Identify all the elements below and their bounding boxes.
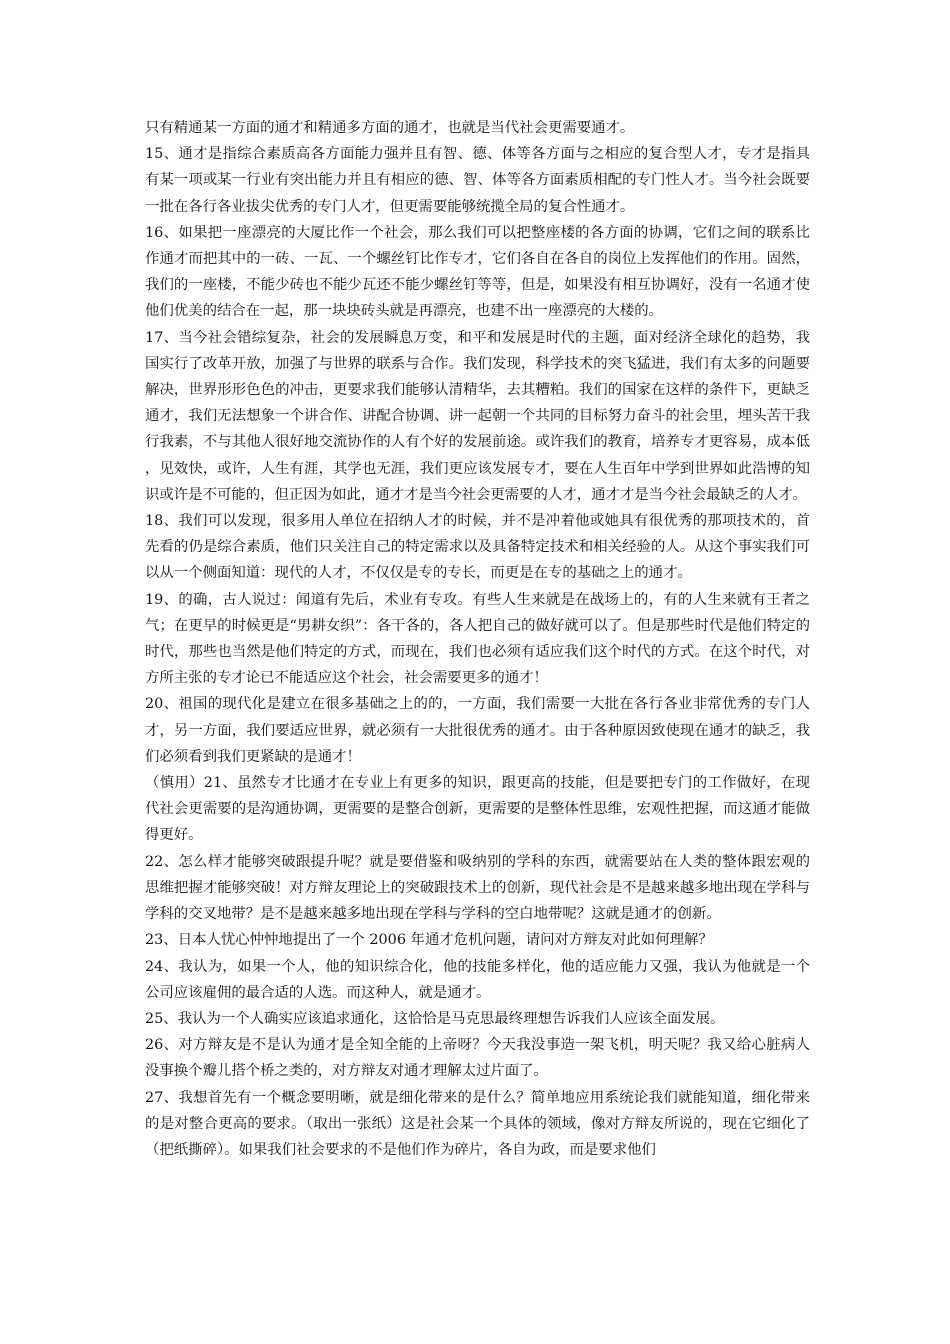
paragraph-17: 17、当今社会错综复杂，社会的发展瞬息万变，和平和发展是时代的主题，面对经济全球化的趋势，我国实行了改革开放，加强了与世界的联系与合作。我们发现，科学技术的突飞猛进，我们有太多的问题要解决，世界形形色色的冲击，更要求我们能够认清精华，去其糟粕。我们的国家在这样的条件下，更缺乏通才，我们无法想象一个讲合作、讲配合协调、讲一起朝一个共同的目标努力奋斗的社会里，埋头苦干我行我素，不与其他人很好地交流协作的人有个好的发展前途。或许我们的教育，培养专才更容易，成本低，见效快，或许，人生有涯，其学也无涯，我们更应该发展专才，要在人生百年中学到世界如此浩博的知识或许是不可能的，但正因为如此，通才才是当今社会更需要的人才，通才才是当今社会最缺乏的人才。 xyxy=(145,329,810,503)
paragraph-18: 18、我们可以发现，很多用人单位在招纳人才的时候，并不是冲着他或她具有很优秀的那项技术的，首先看的仍是综合素质，他们只关注自己的特定需求以及具备特定技术和相关经验的人。从这个事实我们可以从一个侧面知道：现代的人才，不仅仅是专的专长，而更是在专的基础之上的通才。 xyxy=(145,513,810,582)
paragraph-20: 20、祖国的现代化是建立在很多基础之上的的，一方面，我们需要一大批在各行各业非常优秀的专门人才，另一方面，我们要适应世界，就必须有一大批很优秀的通才。由于各种原因致使现在通才的缺乏，我们必须看到我们更紧缺的是通才！ xyxy=(145,696,810,765)
paragraph-23: 23、日本人忧心忡忡地提出了一个 2006 年通才危机问题，请问对方辩友对此如何理解？ xyxy=(145,932,713,949)
paragraph-21: （慎用）21、虽然专才比通才在专业上有更多的知识，跟更高的技能，但是要把专门的工作做好，在现代社会更需要的是沟通协调，更需要的是整合创新，更需要的是整体性思维，宏观性把握，而这通才能做得更好。 xyxy=(145,775,810,844)
paragraph-26: 26、对方辩友是不是认为通才是全知全能的上帝呀？今天我没事造一架飞机，明天呢？我又给心脏病人没事换个瓣儿搭个桥之类的，对方辩友对通才理解太过片面了。 xyxy=(145,1037,810,1080)
paragraph-16: 16、如果把一座漂亮的大厦比作一个社会，那么我们可以把整座楼的各方面的协调，它们之间的联系比作通才而把其中的一砖、一瓦、一个螺丝钉比作专才，它们各自在各自的岗位上发挥他们的作用。固然，我们的一座楼，不能少砖也不能少瓦还不能少螺丝钉等等，但是，如果没有相互协调好，没有一名通才使他们优美的结合在一起，那一块块砖头就是再漂亮，也建不出一座漂亮的大楼的。 xyxy=(145,224,810,320)
paragraph-25: 25、我认为一个人确实应该追求通化，这恰恰是马克思最终理想告诉我们人应该全面发展。 xyxy=(145,1010,725,1027)
paragraph-27: 27、我想首先有一个概念要明晰，就是细化带来的是什么？简单地应用系统论我们就能知道，细化带来的是对整合更高的要求。（取出一张纸）这是社会某一个具体的领域，像对方辩友所说的，现在它细化了（把纸撕碎）。如果我们社会要求的不是他们作为碎片，各自为政，而是要求他们 xyxy=(145,1089,810,1158)
paragraph-24: 24、我认为，如果一个人，他的知识综合化，他的技能多样化，他的适应能力又强，我认为他就是一个公司应该雇佣的最合适的人选。而这种人，就是通才。 xyxy=(145,958,810,1001)
paragraph-19: 19、的确，古人说过：闻道有先后，术业有专攻。有些人生来就是在战场上的，有的人生来就有王者之气；在更早的时候更是“男耕女织”：各干各的，各人把自己的做好就可以了。但是那些时代是他们特定的时代，那些也当然是他们特定的方式，而现在，我们也必须有适应我们这个时代的方式。在这个时代，对方所主张的专才论已不能适应这个社会，社会需要更多的通才！ xyxy=(145,591,810,687)
document-body xyxy=(145,115,810,1163)
paragraph-22: 22、怎么样才能够突破跟提升呢？就是要借鉴和吸纳别的学科的东西，就需要站在人类的整体跟宏观的思维把握才能够突破！对方辩友理论上的突破跟技术上的创新，现代社会是不是越来越多地出现在学科与学科的交叉地带？是不是越来越多地出现在学科与学科的空白地带呢？这就是通才的创新。 xyxy=(145,853,810,923)
paragraph-continuation: 只有精通某一方面的通才和精通多方面的通才，也就是当代社会更需要通才。 xyxy=(145,120,635,136)
paragraph-15: 15、通才是指综合素质高各方面能力强并且有智、德、体等各方面与之相应的复合型人才，专才是指具有某一项或某一行业有突出能力并且有相应的德、智、体等各方面素质相配的专门性人才。当今社会既要一批在各行各业拔尖优秀的专门人才，但更需要能够统揽全局的复合性通才。 xyxy=(145,146,810,215)
